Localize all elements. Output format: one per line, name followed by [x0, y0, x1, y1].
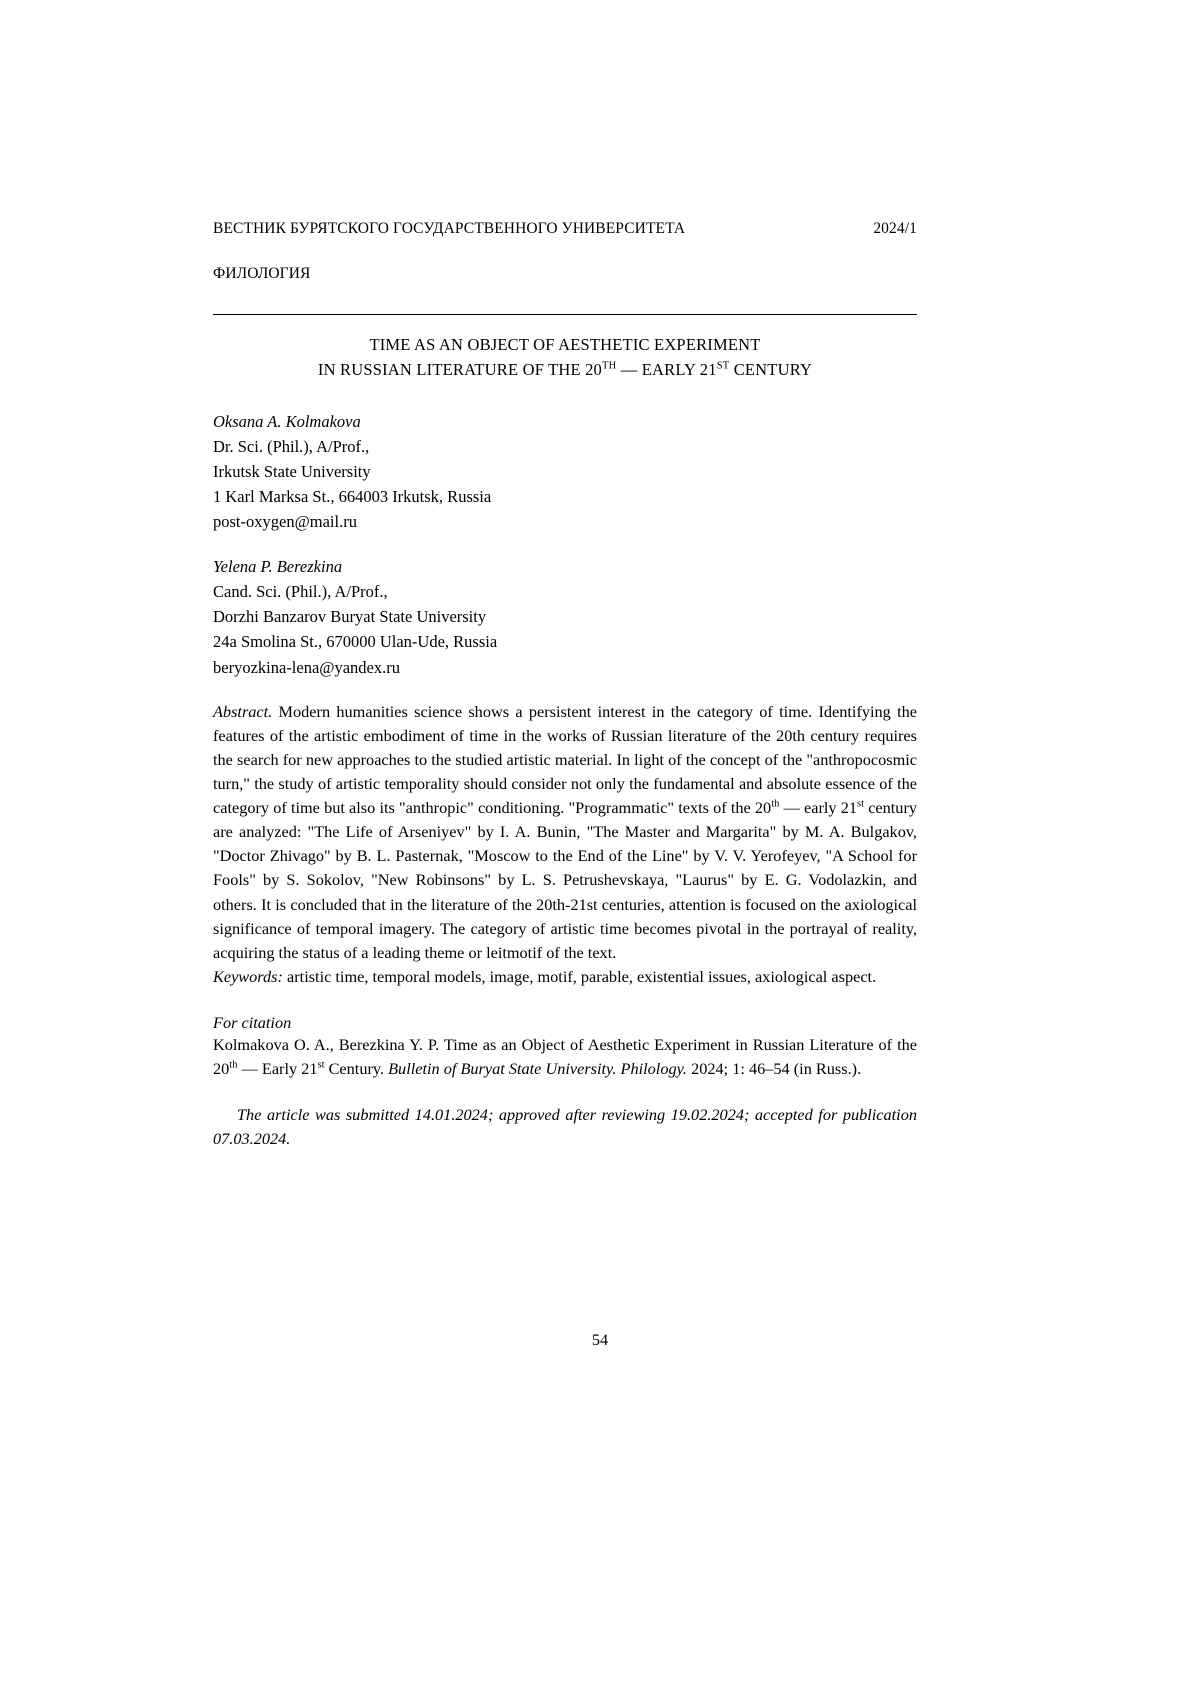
author-degree: Dr. Sci. (Phil.), A/Prof.,	[213, 436, 370, 456]
citation-part-3: Century.	[324, 1059, 389, 1079]
abstract-text-part-2: — early 21	[779, 798, 857, 818]
author-block-1	[213, 409, 917, 534]
author-name: Oksana A. Kolmakova	[213, 411, 361, 431]
citation-text	[213, 1033, 917, 1081]
title-line-1: TIME AS AN OBJECT OF AESTHETIC EXPERIMENT	[369, 335, 761, 355]
keywords-paragraph	[213, 965, 917, 989]
author-affiliation: Irkutsk State University	[213, 462, 371, 481]
author-degree: Cand. Sci. (Phil.), A/Prof.,	[213, 582, 388, 602]
for-citation-heading: For citation	[213, 1012, 292, 1032]
title-line-2-pre: IN RUSSIAN LITERATURE OF THE 20	[317, 360, 602, 380]
citation-ordinal-th: th	[229, 1059, 238, 1071]
author-email: beryozkina-lena@yandex.ru	[213, 657, 400, 677]
citation-part-4: 2024; 1: 46–54 (in Russ.).	[687, 1059, 862, 1079]
abstract-ordinal-th: th	[771, 798, 780, 810]
keywords-label: Keywords:	[213, 966, 283, 986]
keywords-text: artistic time, temporal models, image, motif, parable, existential issues, axiological aspect.	[282, 966, 877, 986]
title-ordinal-st: ST	[716, 360, 730, 372]
journal-title-line: ВЕСТНИК БУРЯТСКОГО ГОСУДАРСТВЕННОГО УНИВЕРСИТЕТА	[213, 220, 686, 238]
author-email: post-oxygen@mail.ru	[213, 512, 357, 532]
citation-ordinal-st: st	[317, 1059, 325, 1071]
journal-section-line: ФИЛОЛОГИЯ	[213, 265, 311, 283]
citation-part-2: — Early 21	[237, 1059, 318, 1079]
author-address: 24a Smolina St., 670000 Ulan-Ude, Russia	[213, 632, 498, 652]
author-block-2	[213, 554, 917, 679]
page-title	[213, 333, 917, 383]
issue-number: 2024/1	[873, 220, 917, 237]
author-name: Yelena P. Berezkina	[213, 557, 343, 577]
submission-dates: The article was submitted 14.01.2024; approved after reviewing 19.02.2024; accepted for publication 07.03.2024.	[213, 1105, 917, 1149]
citation-part-1: Kolmakova O. A., Berezkina Y. P. Time as an Object of Aesthetic Experiment in Russian Literature of the 20	[213, 1034, 917, 1079]
title-line-2	[213, 358, 917, 383]
author-affiliation: Dorzhi Banzarov Buryat State University	[213, 607, 487, 627]
title-ordinal-th: TH	[602, 360, 617, 372]
page-number: 54	[591, 1330, 609, 1349]
abstract-text-part-1: Modern humanities science shows a persistent interest in the category of time. Identifying the features of the artistic embodiment of time in the works of Russian literature of the 20th century requires the search for new approaches to the studied artistic material. In light of the concept of the "anthropocosmic turn," the study of artistic temporality should consider not only the fundamental and absolute essence of the category of time but also its "anthropic" conditioning. "Programmatic" texts of the 20	[213, 701, 917, 818]
abstract-label: Abstract.	[213, 701, 273, 721]
citation-source: Bulletin of Buryat State University. Philology.	[388, 1059, 688, 1079]
running-head	[213, 196, 917, 308]
abstract-ordinal-st: st	[857, 798, 865, 810]
abstract-paragraph	[213, 700, 917, 965]
title-line-2-post: CENTURY	[729, 360, 813, 380]
journal-name	[213, 196, 685, 308]
title-line-2-mid: — EARLY 21	[616, 360, 717, 380]
abstract-text-part-3: century are analyzed: "The Life of Arseniyev" by I. A. Bunin, "The Master and Margarita" by M. A. Bulgakov, "Doctor Zhivago" by B. L. Pasternak, "Moscow to the End of the Line" by V. V. Yerofeyev, "A School for Fools" by S. Sokolov, "New Robinsons" by L. S. Petrushevskaya, "Laurus" by E. G. Vodolazkin, and others. It is concluded that in the literature of the 20th-21st centuries, attention is focused on the axiological significance of temporal imagery. The category of artistic time becomes pivotal in the portrayal of reality, acquiring the status of a leading theme or leitmotif of the text.	[213, 798, 918, 962]
author-address: 1 Karl Marksa St., 664003 Irkutsk, Russia	[213, 487, 492, 507]
header-divider	[213, 314, 917, 315]
page-content	[213, 196, 917, 1151]
